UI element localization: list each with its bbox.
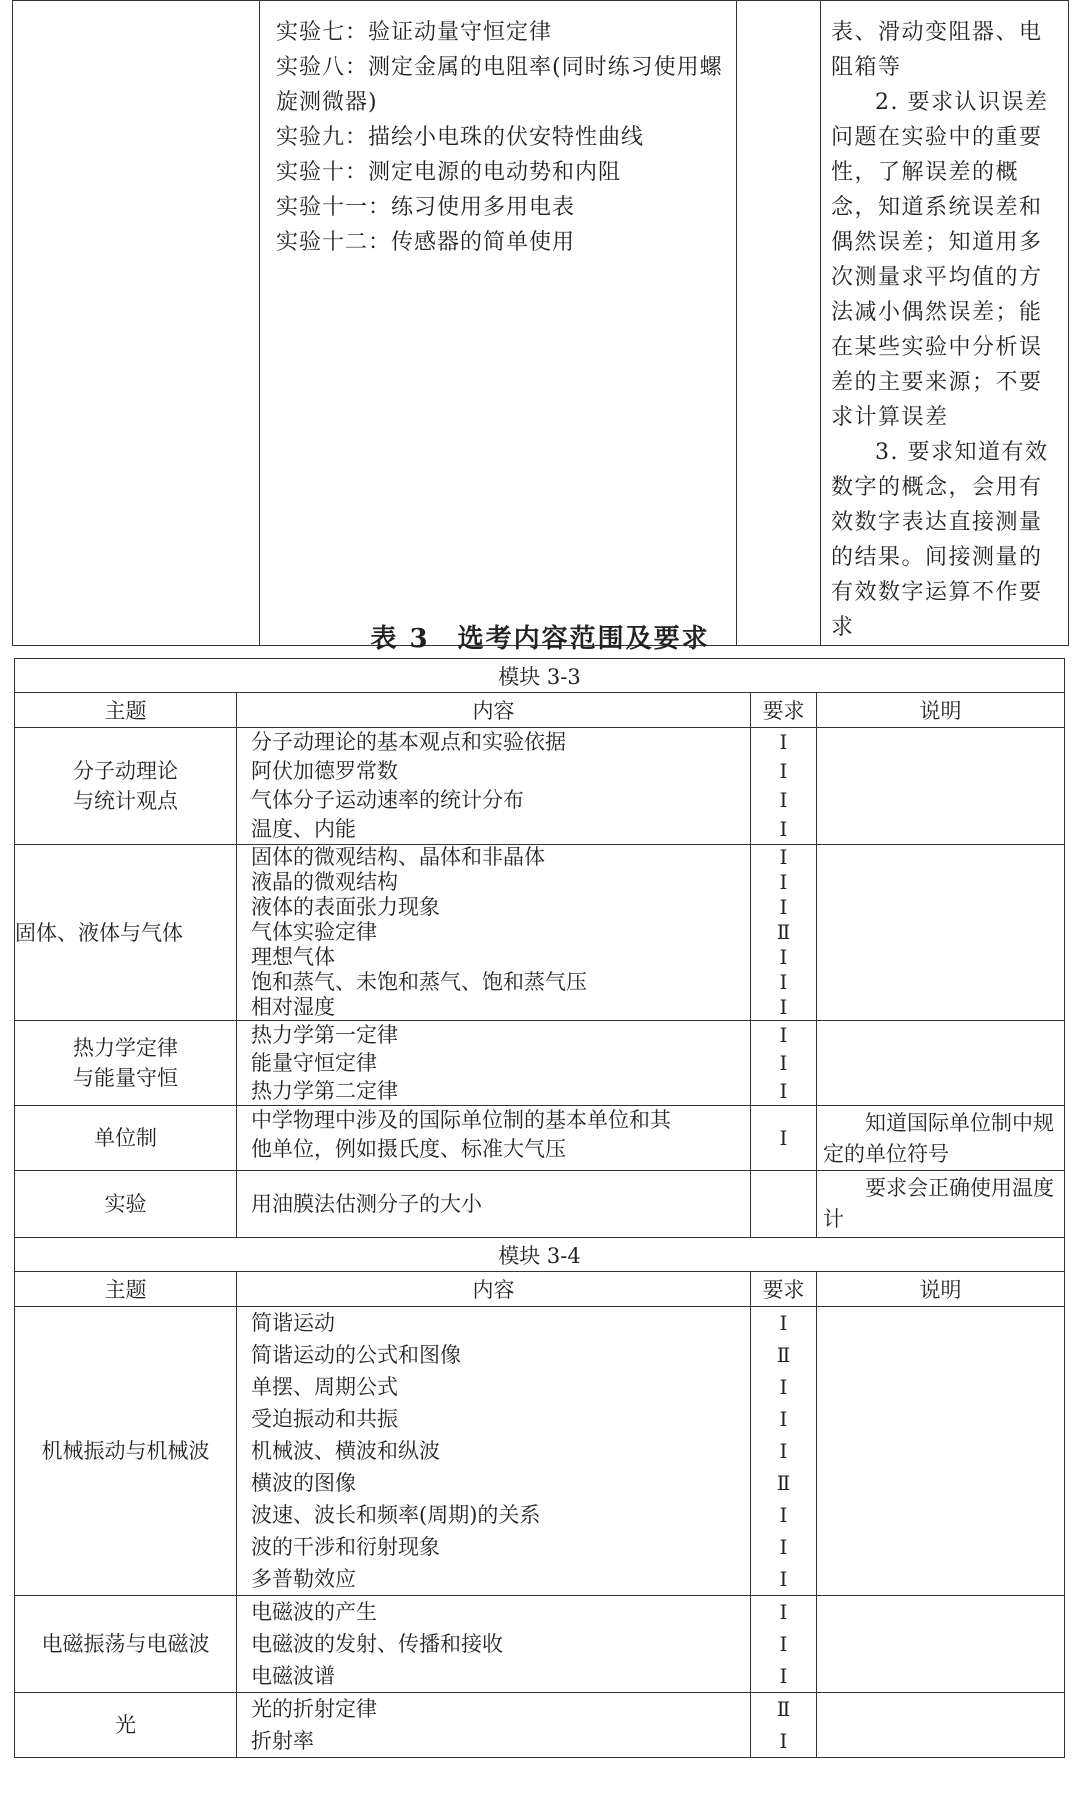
header-note: 说明	[817, 1272, 1065, 1307]
note-cell	[817, 1171, 1065, 1238]
module-heading: 模块 3-4	[15, 1238, 1065, 1272]
requirement-level: Ⅰ	[779, 870, 788, 894]
note-cell	[817, 845, 1065, 1021]
experiment-item: 实验九：描绘小电珠的伏安特性曲线	[276, 125, 645, 150]
experiment-item: 实验十二：传感器的简单使用	[276, 230, 576, 255]
content-item: 多普勒效应	[251, 1567, 356, 1591]
content-item: 中学物理中涉及的国际单位制的基本单位和其	[251, 1108, 671, 1132]
topic-text: 光	[115, 1713, 136, 1737]
requirement-level: Ⅱ	[776, 1343, 791, 1367]
content-item: 简谐运动	[251, 1311, 335, 1335]
requirement-level: Ⅰ	[779, 995, 788, 1019]
requirement-level: Ⅰ	[779, 759, 788, 783]
requirement-level: Ⅰ	[779, 845, 788, 869]
topic-cell	[15, 1596, 237, 1693]
requirement-level: Ⅰ	[779, 1079, 788, 1103]
table-row	[15, 1021, 1065, 1106]
header-topic: 主题	[15, 693, 237, 728]
content-item: 用油膜法估测分子的大小	[251, 1192, 482, 1216]
requirement-level: Ⅰ	[779, 1126, 788, 1150]
requirement-level: Ⅰ	[779, 1664, 788, 1688]
content-item: 横波的图像	[251, 1471, 356, 1495]
note-cell	[817, 1307, 1065, 1596]
experiment-item: 实验十：测定电源的电动势和内阻	[276, 160, 622, 185]
topic-text: 机械振动与机械波	[41, 1439, 210, 1463]
topic-text: 分子动理论	[73, 759, 178, 783]
content-cell	[237, 1693, 751, 1758]
topic-text: 热力学定律	[73, 1036, 178, 1060]
requirement-cell	[751, 1693, 817, 1758]
requirement-level: Ⅰ	[779, 1567, 788, 1591]
content-item: 受迫振动和共振	[251, 1407, 398, 1431]
experiment-item: 实验十一：练习使用多用电表	[276, 195, 576, 220]
content-cell	[237, 728, 751, 845]
experiment-list	[260, 1, 736, 260]
topic-text: 单位制	[94, 1126, 157, 1150]
requirement-level: Ⅰ	[779, 788, 788, 812]
top-empty-cell	[13, 1, 260, 646]
content-item: 机械波、横波和纵波	[251, 1439, 440, 1463]
module-heading: 模块 3-3	[15, 659, 1065, 693]
requirement-level: Ⅰ	[779, 970, 788, 994]
requirement-level: Ⅰ	[779, 1407, 788, 1431]
content-item: 热力学第一定律	[251, 1023, 398, 1047]
requirement-level: Ⅰ	[779, 817, 788, 841]
content-item: 温度、内能	[251, 817, 356, 841]
content-item: 气体实验定律	[251, 920, 377, 944]
topic-text: 与统计观点	[73, 789, 178, 813]
header-note: 说明	[817, 693, 1065, 728]
header-topic: 主题	[15, 1272, 237, 1307]
requirement-cell	[751, 845, 817, 1021]
requirement-level: Ⅰ	[779, 1375, 788, 1399]
topic-text: 实验	[104, 1192, 147, 1216]
content-item: 折射率	[251, 1729, 314, 1753]
requirement-level: Ⅰ	[779, 1600, 788, 1624]
requirement-level: Ⅰ	[779, 945, 788, 969]
requirement-cell	[751, 1307, 817, 1596]
content-item: 液晶的微观结构	[251, 870, 398, 894]
experiment-list-cell	[260, 1, 737, 646]
requirement-level: Ⅰ	[779, 1051, 788, 1075]
table-row	[15, 1596, 1065, 1693]
requirement-level: Ⅰ	[779, 1632, 788, 1656]
top-continuation-table	[12, 0, 1069, 646]
requirement-level: Ⅱ	[776, 1471, 791, 1495]
content-item: 相对湿度	[251, 995, 335, 1019]
content-item: 电磁波谱	[251, 1664, 335, 1688]
content-item: 能量守恒定律	[251, 1051, 377, 1075]
note-cell	[817, 1693, 1065, 1758]
requirement-cell	[751, 1171, 817, 1238]
note-paragraph: 表、滑动变阻器、电阻箱等	[831, 20, 1043, 80]
content-item: 单摆、周期公式	[251, 1375, 398, 1399]
header-content: 内容	[237, 693, 751, 728]
requirement-cell	[751, 728, 817, 845]
table-title: 表 3 选考内容范围及要求	[370, 624, 710, 654]
header-requirement: 要求	[751, 693, 817, 728]
content-item: 波的干涉和衍射现象	[251, 1535, 440, 1559]
topic-cell	[15, 1307, 237, 1596]
requirement-cell	[751, 1021, 817, 1106]
content-item: 固体的微观结构、晶体和非晶体	[251, 845, 545, 869]
table-row	[15, 1307, 1065, 1596]
header-content: 内容	[237, 1272, 751, 1307]
table-row	[15, 1171, 1065, 1238]
experiment-item: 实验八：测定金属的电阻率(同时练习使用螺	[276, 55, 723, 80]
content-item: 液体的表面张力现象	[251, 895, 440, 919]
requirement-cell	[751, 1596, 817, 1693]
table-row	[15, 845, 1065, 1021]
content-item: 理想气体	[251, 945, 335, 969]
content-item: 电磁波的产生	[251, 1600, 377, 1624]
table-row	[15, 728, 1065, 845]
topic-cell	[15, 1021, 237, 1106]
requirement-level: Ⅱ	[776, 1697, 791, 1721]
requirement-level: Ⅰ	[779, 1729, 788, 1753]
content-item: 他单位，例如摄氏度、标准大气压	[251, 1137, 566, 1161]
requirement-level: Ⅰ	[779, 1535, 788, 1559]
requirement-level: Ⅰ	[779, 1503, 788, 1527]
requirement-level: Ⅱ	[776, 920, 791, 944]
content-cell	[237, 1596, 751, 1693]
topic-text: 固体、液体与气体	[15, 920, 183, 945]
content-cell	[237, 845, 751, 1021]
content-item: 光的折射定律	[251, 1697, 377, 1721]
note-cell	[817, 1021, 1065, 1106]
requirement-level: Ⅰ	[779, 730, 788, 754]
experiment-item: 实验七：验证动量守恒定律	[276, 20, 553, 45]
content-item: 电磁波的发射、传播和接收	[251, 1632, 503, 1656]
content-item: 阿伏加德罗常数	[251, 759, 398, 783]
experiment-item: 旋测微器)	[276, 90, 378, 115]
topic-cell	[15, 845, 237, 1021]
content-cell	[237, 1307, 751, 1596]
topic-cell	[15, 1693, 237, 1758]
note-cell	[817, 728, 1065, 845]
note-text: 要求会正确使用温度计	[823, 1176, 1054, 1231]
content-item: 气体分子运动速率的统计分布	[251, 788, 524, 812]
table-row	[15, 1693, 1065, 1758]
top-requirement-cell	[737, 1, 821, 646]
topic-cell	[15, 1106, 237, 1171]
note-text: 知道国际单位制中规定的单位符号	[823, 1111, 1054, 1166]
content-cell	[237, 1171, 751, 1238]
requirement-level: Ⅰ	[779, 1023, 788, 1047]
top-note-cell	[821, 1, 1069, 646]
header-requirement: 要求	[751, 1272, 817, 1307]
topic-cell	[15, 1171, 237, 1238]
content-item: 波速、波长和频率(周期)的关系	[251, 1503, 541, 1527]
content-item: 饱和蒸气、未饱和蒸气、饱和蒸气压	[251, 970, 587, 994]
requirement-level: Ⅰ	[779, 1439, 788, 1463]
note-cell	[817, 1596, 1065, 1693]
topic-text: 与能量守恒	[73, 1066, 178, 1090]
topic-cell	[15, 728, 237, 845]
content-item: 分子动理论的基本观点和实验依据	[251, 730, 566, 754]
requirement-level: Ⅰ	[779, 895, 788, 919]
table-row	[15, 1106, 1065, 1171]
requirement-level: Ⅰ	[779, 1311, 788, 1335]
topic-text: 电磁振荡与电磁波	[41, 1632, 210, 1656]
content-item: 简谐运动的公式和图像	[251, 1343, 461, 1367]
note-paragraph: 3. 要求知道有效数字的概念，会用有效数字表达直接测量的结果。间接测量的有效数字运算不作要求	[831, 440, 1049, 640]
content-item: 热力学第二定律	[251, 1079, 398, 1103]
content-cell	[237, 1106, 751, 1171]
elective-content-table	[14, 658, 1065, 1758]
note-paragraph: 2. 要求认识误差问题在实验中的重要性，了解误差的概念，知道系统误差和偶然误差；知道用多次测量求平均值的方法减小偶然误差；能在某些实验中分析误差的主要来源；不要求计算误差	[831, 90, 1049, 430]
content-cell	[237, 1021, 751, 1106]
requirement-cell	[751, 1106, 817, 1171]
note-cell	[817, 1106, 1065, 1171]
